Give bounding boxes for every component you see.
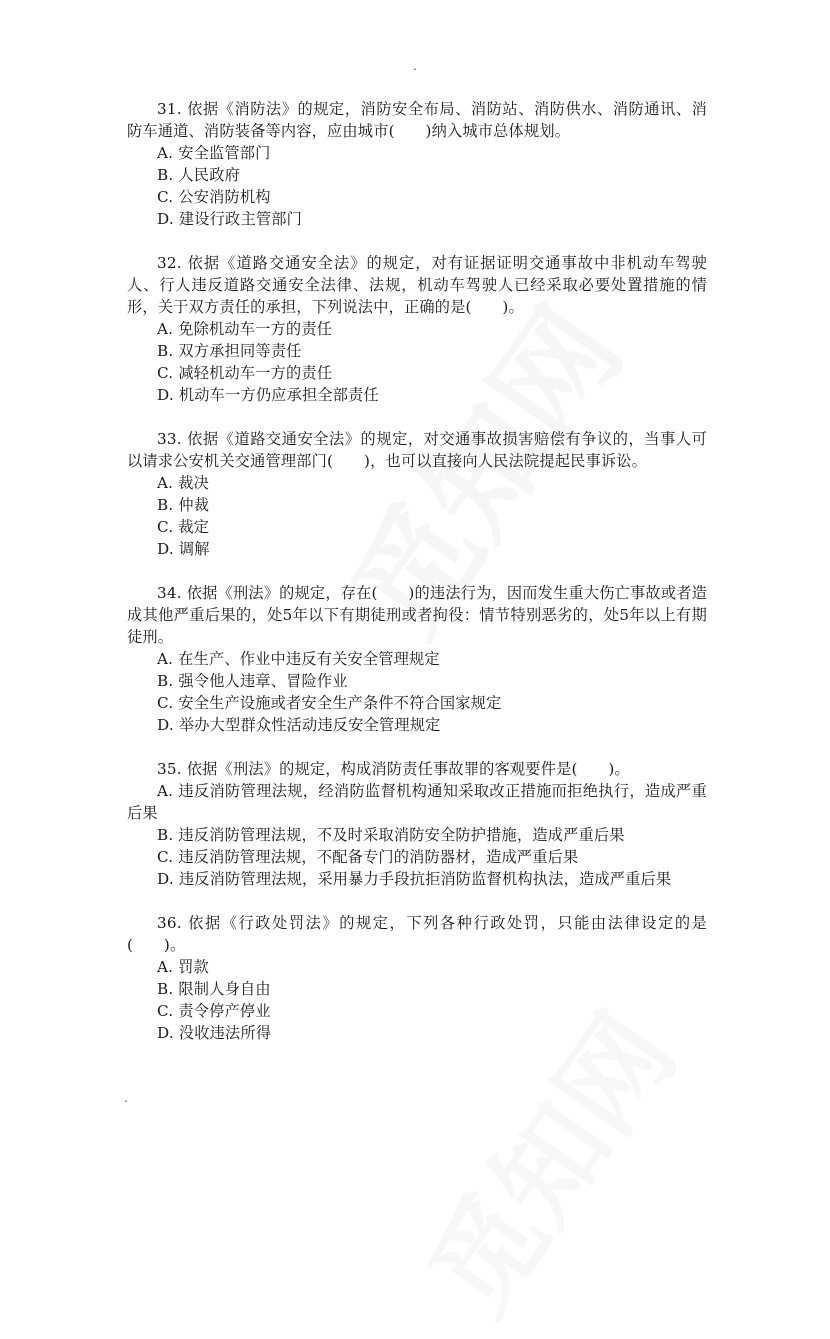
question-35: [127, 758, 707, 890]
option-d: D. 建设行政主管部门: [157, 210, 302, 228]
question-33: [127, 428, 707, 560]
question-34: [127, 582, 707, 736]
option-b: B. 仲裁: [157, 496, 210, 514]
option-d: D. 没收违法所得: [157, 1024, 272, 1042]
option-a: A. 安全监管部门: [157, 144, 271, 162]
question-text: 33. 依据《道路交通安全法》的规定，对交通事故损害赔偿有争议的，当事人可以请求公安机关交通管理部门( )，也可以直接向人民法院提起民事诉讼。: [127, 430, 707, 470]
option-d: D. 调解: [157, 540, 210, 558]
header-dot: .: [413, 59, 417, 73]
question-36: [127, 912, 707, 1044]
option-b: B. 人民政府: [157, 166, 240, 184]
question-31: [127, 98, 707, 230]
option-c: C. 违反消防管理法规，不配备专门的消防器材，造成严重后果: [157, 848, 579, 866]
question-text: 32. 依据《道路交通安全法》的规定，对有证据证明交通事故中非机动车驾驶人、行人违反道路交通安全法律、法规，机动车驾驶人已经采取必要处置措施的情形，关于双方责任的承担，下列说法中，正确的是( )。: [127, 254, 707, 316]
option-c: C. 公安消防机构: [157, 188, 271, 206]
option-b: B. 限制人身自由: [157, 980, 271, 998]
option-a: A. 违反消防管理法规，经消防监督机构通知采取改正措施而拒绝执行，造成严重后果: [127, 782, 707, 822]
question-text: 35. 依据《刑法》的规定，构成消防责任事故罪的客观要件是( )。: [157, 760, 630, 778]
question-text: 36. 依据《行政处罚法》的规定，下列各种行政处罚，只能由法律设定的是( )。: [127, 914, 707, 954]
option-d: D. 举办大型群众性活动违反安全管理规定: [157, 716, 441, 734]
option-c: C. 裁定: [157, 518, 210, 536]
option-c: C. 安全生产设施或者安全生产条件不符合国家规定: [157, 694, 502, 712]
question-list: [127, 98, 707, 1066]
question-text: 31. 依据《消防法》的规定，消防安全布局、消防站、消防供水、消防通讯、消防车通道、消防装备等内容，应由城市( )纳入城市总体规划。: [127, 100, 707, 140]
footer-dot: .: [124, 1091, 128, 1105]
option-b: B. 强令他人违章、冒险作业: [157, 672, 348, 690]
option-d: D. 违反消防管理法规，采用暴力手段抗拒消防监督机构执法，造成严重后果: [157, 870, 672, 888]
option-c: C. 责令停产停业: [157, 1002, 271, 1020]
option-b: B. 违反消防管理法规，不及时采取消防安全防护措施，造成严重后果: [157, 826, 625, 844]
question-32: [127, 252, 707, 406]
option-a: A. 在生产、作业中违反有关安全管理规定: [157, 650, 440, 668]
option-d: D. 机动车一方仍应承担全部责任: [157, 386, 379, 404]
option-c: C. 减轻机动车一方的责任: [157, 364, 333, 382]
option-a: A. 罚款: [157, 958, 209, 976]
question-text: 34. 依据《刑法》的规定，存在( )的违法行为，因而发生重大伤亡事故或者造成其他严重后果的，处5年以下有期徒刑或者拘役：情节特别恶劣的，处5年以上有期徒刑。: [127, 584, 707, 646]
option-a: A. 裁决: [157, 474, 209, 492]
option-a: A. 免除机动车一方的责任: [157, 320, 333, 338]
option-b: B. 双方承担同等责任: [157, 342, 302, 360]
